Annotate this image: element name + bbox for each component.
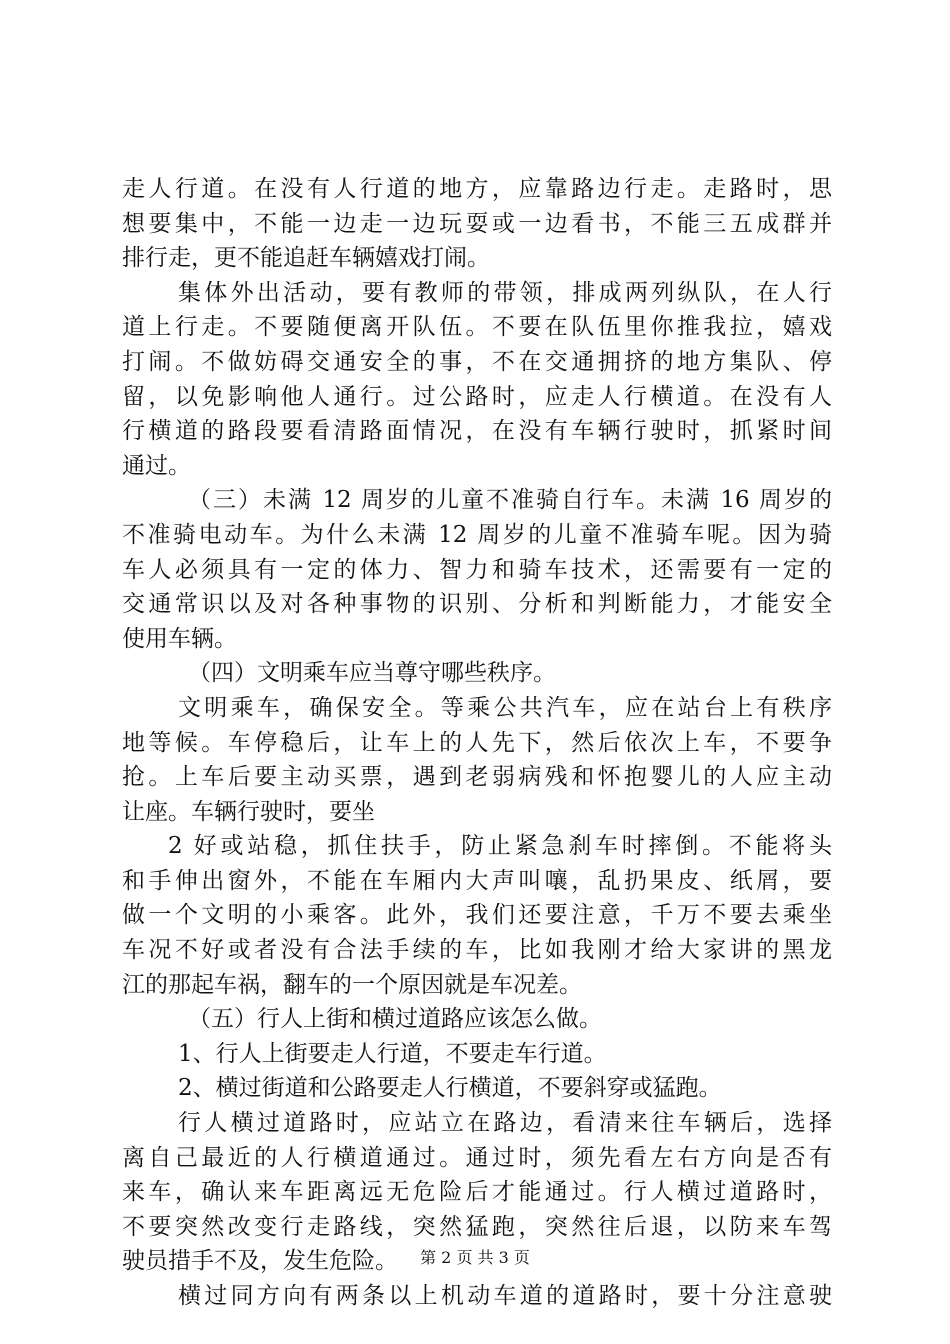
text-line: 通过。 (122, 452, 191, 479)
text-line: 排行走，更不能追赶车辆嬉戏打闹。 (122, 245, 490, 272)
text-line: 打闹。不做妨碍交通安全的事，不在交通拥挤的地方集队、停 (122, 348, 832, 375)
text-line: 让座。车辆行驶时，要坐 (122, 798, 375, 825)
list-item: 2、横过街道和公路要走人行横道，不要斜穿或猛跑。 (178, 1075, 722, 1102)
text-line: 不要突然改变行走路线，突然猛跑，突然往后退，以防来车驾 (122, 1213, 832, 1240)
section-heading: （五）行人上街和横过道路应该怎么做。 (188, 1006, 602, 1033)
text-line: 2 好或站稳，抓住扶手，防止紧急刹车时摔倒。不能将头 (168, 833, 832, 860)
text-line: 江的那起车祸，翻车的一个原因就是车况差。 (122, 971, 582, 998)
text-line: 车人必须具有一定的体力、智力和骑车技术，还需要有一定的 (122, 556, 832, 583)
text-line: 交通常识以及对各种事物的识别、分析和判断能力，才能安全 (122, 591, 832, 618)
text-line: 车况不好或者没有合法手续的车，比如我刚才给大家讲的黑龙 (122, 937, 832, 964)
text-line: 横过同方向有两条以上机动车道的道路时，要十分注意驶 (178, 1283, 832, 1309)
text-line: 想要集中，不能一边走一边玩耍或一边看书，不能三五成群并 (122, 210, 832, 237)
text-line: 行横道的路段要看清路面情况，在没有车辆行驶时，抓紧时间 (122, 418, 832, 445)
text-line: 做一个文明的小乘客。此外，我们还要注意，千万不要去乘坐 (122, 902, 832, 929)
text-line: 地等候。车停稳后，让车上的人先下，然后依次上车，不要争 (122, 729, 832, 756)
section-heading: （三）未满 12 周岁的儿童不准骑自行车。未满 16 周岁的 (188, 487, 832, 514)
body-text (122, 172, 832, 1314)
list-item: 1、行人上街要走人行道，不要走车行道。 (178, 1040, 607, 1067)
text-line: 文明乘车，确保安全。等乘公共汽车，应在站台上有秩序 (178, 694, 832, 721)
page-footer: 第 2 页 共 3 页 (420, 1248, 530, 1267)
text-line: 不准骑电动车。为什么未满 12 周岁的儿童不准骑车呢。因为骑 (122, 521, 832, 548)
text-line: 离自己最近的人行横道通过。通过时，须先看左右方向是否有 (122, 1144, 832, 1171)
text-line: 留，以免影响他人通行。过公路时，应走人行横道。在没有人 (122, 383, 832, 410)
text-line: 来车，确认来车距离远无危险后才能通过。行人横过道路时， (122, 1179, 832, 1206)
text-line: 驶员措手不及，发生危险。 (122, 1248, 398, 1275)
text-line: 抢。上车后要主动买票，遇到老弱病残和怀抱婴儿的人应主动 (122, 764, 832, 791)
text-line: 道上行走。不要随便离开队伍。不要在队伍里你推我拉，嬉戏 (122, 314, 832, 341)
section-heading: （四）文明乘车应当尊守哪些秩序。 (188, 660, 556, 687)
text-line: 和手伸出窗外，不能在车厢内大声叫嚷，乱扔果皮、纸屑，要 (122, 867, 832, 894)
text-line: 集体外出活动，要有教师的带领，排成两列纵队，在人行 (178, 279, 832, 306)
text-line: 行人横过道路时，应站立在路边，看清来往车辆后，选择 (178, 1110, 832, 1137)
text-line: 使用车辆。 (122, 625, 237, 652)
text-line: 走人行道。在没有人行道的地方，应靠路边行走。走路时，思 (122, 176, 832, 202)
